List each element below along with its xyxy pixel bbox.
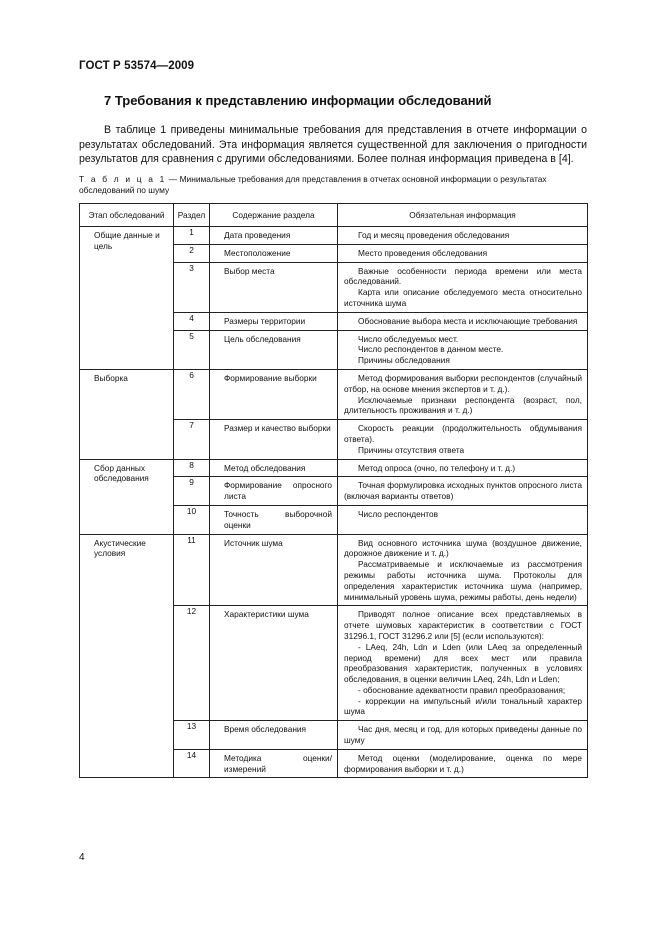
section-number: 6 [174, 369, 210, 419]
mandatory-info [338, 263, 587, 312]
mandatory-info [338, 477, 587, 505]
section-number: 3 [174, 262, 210, 312]
section-number: 5 [174, 330, 210, 369]
info-cell [338, 606, 588, 721]
mandatory-info [338, 460, 587, 477]
info-cell [338, 369, 588, 419]
section-number: 4 [174, 312, 210, 330]
section-content: Время обследования [224, 724, 307, 735]
info-line: Карта или описание обследуемого места относительно источника шума [344, 287, 582, 308]
info-line: Рассматриваемые и исключаемые из рассмотрения режимы работы источника шума. Протоколы для определения характеристик источника шума (например, минимальный уровень шума, режимы работы, день недели) [344, 559, 582, 602]
section-number: 8 [174, 459, 210, 477]
info-cell [338, 721, 588, 750]
mandatory-info [338, 370, 587, 419]
section-title: 7 Требования к представлению информации обследований [104, 93, 492, 108]
header-content: Содержание раздела [210, 204, 338, 227]
page-number: 4 [79, 852, 85, 863]
content-cell [210, 312, 338, 330]
info-line: Метод оценки (моделирование, оценка по мере формирования выборки и т. д.) [344, 752, 582, 774]
table-caption-text: — Минимальные требования для представления в отчетах основной информации о результатах обследований по шуму [79, 174, 547, 196]
info-line: Вид основного источника шума (воздушное движение, дорожное движение и т. д.) [344, 537, 582, 559]
content-cell [210, 606, 338, 721]
intro-paragraph: В таблице 1 приведены минимальные требования для представления в отчете информации о результатах обследований. Эта информация является существенной для заключения о пригодности результатов для сравнения с другими обследованиями. Более полная информация приведена в [4]. [79, 124, 587, 166]
mandatory-info [338, 313, 587, 330]
stage-cell [80, 369, 174, 459]
stage-label: Акустические условия [94, 537, 146, 559]
info-line: Скорость реакции (продолжительность обдумывания ответа). [344, 423, 582, 444]
info-line: Число респондентов [358, 508, 438, 519]
section-number: 1 [174, 227, 210, 245]
content-cell [210, 262, 338, 312]
section-content: Формирование выборки [224, 372, 317, 383]
table-caption [79, 174, 587, 197]
info-line: - обоснование адекватности правил преобразования; [358, 684, 566, 695]
section-content: Методика оценки/измерений [224, 752, 332, 774]
section-content: Точность выборочной оценки [224, 508, 332, 530]
content-cell [210, 721, 338, 750]
mandatory-info [338, 721, 587, 749]
content-cell [210, 244, 338, 262]
table-row [80, 459, 588, 477]
table-row [80, 369, 588, 419]
section-number: 13 [174, 721, 210, 750]
section-content: Размеры территории [224, 315, 306, 326]
info-cell [338, 477, 588, 506]
info-line: Метод опроса (очно, по телефону и т. д.) [358, 462, 516, 473]
section-content: Метод обследования [224, 462, 306, 473]
info-line: Точная формулировка исходных пунктов опросного листа (включая варианты ответов) [344, 480, 582, 502]
mandatory-info [338, 245, 587, 262]
mandatory-info [338, 606, 587, 720]
stage-cell [80, 534, 174, 778]
table-caption-label: Т а б л и ц а 1 [79, 174, 167, 184]
section-content: Характеристики шума [224, 609, 309, 620]
content-cell [210, 505, 338, 534]
stage-cell [80, 459, 174, 534]
section-content: Выбор места [224, 265, 275, 276]
info-line: Обоснование выбора места и исключающие требования [358, 315, 578, 326]
mandatory-info [338, 227, 587, 244]
mandatory-info [338, 750, 587, 778]
info-line: Число обследуемых мест. [358, 333, 459, 344]
section-number: 14 [174, 749, 210, 778]
info-line: - LAeq, 24h, Ldn и Lden (или LAeq за определенный период времени) для всех мест или правила преобразования характеристик, полученных в условиях обследования, в оценки величин LAeq, 24h, Ldn и Lden; [344, 641, 582, 685]
info-line: Причины отсутствия ответа [358, 444, 465, 455]
section-number: 2 [174, 244, 210, 262]
table-row [80, 227, 588, 245]
header-section: Раздел [174, 204, 210, 227]
document-code: ГОСТ Р 53574—2009 [79, 60, 195, 72]
info-line: Приводят полное описание всех представляемых в отчете шумовых характеристик в соответствии с ГОСТ 31296.1, ГОСТ 31296.2 или [5] (если используются): [344, 609, 582, 641]
mandatory-info [338, 506, 587, 523]
section-number: 11 [174, 534, 210, 606]
content-cell [210, 369, 338, 419]
info-cell [338, 227, 588, 245]
content-cell [210, 477, 338, 506]
content-cell [210, 227, 338, 245]
mandatory-info [338, 331, 587, 369]
content-cell [210, 330, 338, 369]
info-line: - коррекции на импульсный и/или тональный характер шума [344, 695, 582, 717]
section-content: Размер и качество выборки [224, 423, 331, 434]
stage-label: Общие данные и цель [94, 230, 160, 251]
info-cell [338, 262, 588, 312]
info-cell [338, 505, 588, 534]
info-line: Исключаемые признаки респондента (возраст, пол, длительность проживания и т. д.) [344, 394, 582, 416]
info-line: Год и месяц проведения обследования [358, 230, 510, 240]
stage-label: Сбор данных обследования [94, 462, 149, 484]
info-line: Важные особенности периода времени или места обследований. [344, 265, 582, 287]
info-cell [338, 420, 588, 459]
section-content: Цель обследования [224, 333, 301, 344]
section-number: 10 [174, 505, 210, 534]
table-row [80, 534, 588, 606]
content-cell [210, 749, 338, 778]
section-content: Местоположение [224, 247, 291, 258]
section-number: 12 [174, 606, 210, 721]
content-cell [210, 459, 338, 477]
info-line: Час дня, месяц и год, для которых приведены данные по шуму [344, 724, 582, 746]
stage-cell [80, 227, 174, 370]
info-cell [338, 749, 588, 778]
section-content: Формирование опросного листа [224, 480, 332, 502]
section-content: Источник шума [224, 537, 283, 548]
info-cell [338, 330, 588, 369]
stage-label: Выборка [94, 372, 128, 383]
info-cell [338, 459, 588, 477]
info-line: Метод формирования выборки респондентов (случайный отбор, на основе мнения экспертов и т. д.). [344, 372, 582, 394]
table-header-row [80, 204, 588, 227]
section-content: Дата проведения [224, 230, 291, 240]
requirements-table [79, 203, 588, 778]
mandatory-info [338, 420, 587, 458]
info-line: Место проведения обследования [358, 247, 488, 258]
info-cell [338, 244, 588, 262]
header-stage: Этап обследований [80, 204, 174, 227]
content-cell [210, 420, 338, 459]
content-cell [210, 534, 338, 606]
table-body [80, 227, 588, 778]
section-number: 7 [174, 420, 210, 459]
section-number: 9 [174, 477, 210, 506]
mandatory-info [338, 535, 587, 606]
header-info: Обязательная информация [338, 204, 588, 227]
info-cell [338, 534, 588, 606]
info-line: Причины обследования [358, 355, 450, 366]
info-cell [338, 312, 588, 330]
info-line: Число респондентов в данном месте. [358, 344, 504, 355]
